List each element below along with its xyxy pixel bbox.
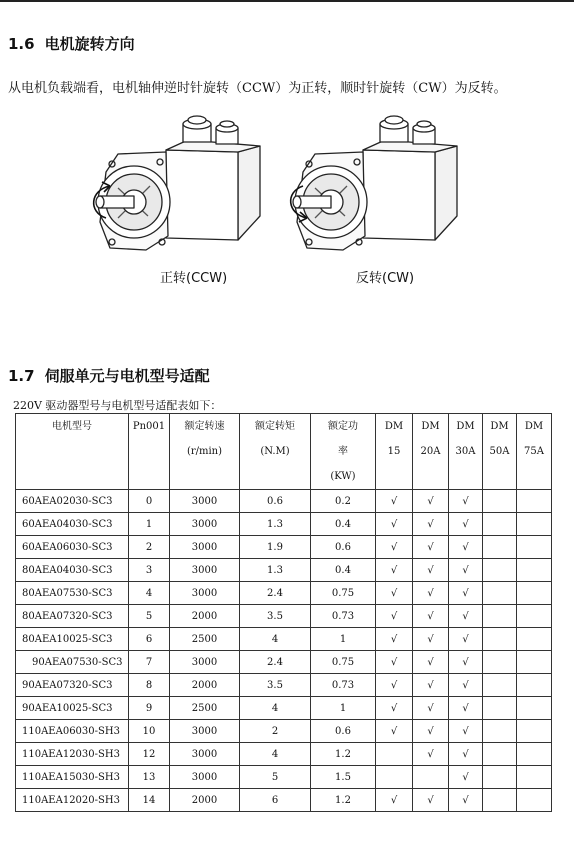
check-mark-icon: √ <box>462 518 469 530</box>
cell-dm20a <box>413 674 449 697</box>
check-mark-icon: √ <box>390 725 398 737</box>
cell-rated-torque: 5 <box>240 766 311 789</box>
cell-rated-power: 1.2 <box>311 743 376 766</box>
check-mark-icon: √ <box>390 495 398 507</box>
header-rated-speed <box>170 414 240 490</box>
cell-rated-power: 0.6 <box>311 536 376 559</box>
check-mark-icon: √ <box>390 702 398 714</box>
table-row <box>16 628 552 651</box>
cell-rated-power: 1 <box>311 628 376 651</box>
cell-rated-speed: 3000 <box>170 720 240 743</box>
cell-pn001: 3 <box>129 559 170 582</box>
check-mark-icon: √ <box>390 794 398 806</box>
cell-dm50a <box>483 789 517 812</box>
cell-rated-torque: 6 <box>240 789 311 812</box>
cell-model: 80AEA07320-SC3 <box>16 605 129 628</box>
cell-dm30a <box>449 720 483 743</box>
cell-dm75a <box>517 605 552 628</box>
cell-rated-speed: 3000 <box>170 559 240 582</box>
header-line: 率 <box>338 446 348 457</box>
header-line: (r/min) <box>186 446 223 457</box>
cell-model: 90AEA10025-SC3 <box>16 697 129 720</box>
cell-dm15 <box>376 605 413 628</box>
cell-rated-torque: 1.3 <box>240 559 311 582</box>
cell-rated-torque: 3.5 <box>240 605 311 628</box>
header-rated-power <box>311 414 376 490</box>
cell-dm50a <box>483 605 517 628</box>
cell-dm30a <box>449 513 483 536</box>
cell-rated-power: 1 <box>311 697 376 720</box>
cell-dm15 <box>376 789 413 812</box>
cell-dm50a <box>483 628 517 651</box>
cell-dm30a <box>449 628 483 651</box>
check-mark-icon: √ <box>462 748 469 760</box>
table-row <box>16 582 552 605</box>
cell-rated-power: 0.6 <box>311 720 376 743</box>
table-row <box>16 605 552 628</box>
cell-dm20a <box>413 628 449 651</box>
header-line: 75A <box>524 446 544 457</box>
section-title: 电机旋转方向 <box>44 35 135 53</box>
cell-dm75a <box>517 490 552 513</box>
cell-dm50a <box>483 674 517 697</box>
cell-dm15 <box>376 536 413 559</box>
cell-dm75a <box>517 536 552 559</box>
check-mark-icon: √ <box>462 679 469 691</box>
section-number: 1.6 <box>8 35 35 53</box>
cell-dm20a <box>413 559 449 582</box>
header-line: DM <box>421 421 440 432</box>
table-row <box>16 697 552 720</box>
check-mark-icon: √ <box>427 541 434 553</box>
cell-rated-speed: 3000 <box>170 513 240 536</box>
cell-rated-power: 1.5 <box>311 766 376 789</box>
cell-model: 110AEA12030-SH3 <box>16 743 129 766</box>
cell-dm15 <box>376 674 413 697</box>
cell-model: 110AEA12020-SH3 <box>16 789 129 812</box>
cell-dm15 <box>376 513 413 536</box>
check-mark-icon: √ <box>462 587 469 599</box>
cell-model: 80AEA10025-SC3 <box>16 628 129 651</box>
check-mark-icon: √ <box>390 518 398 530</box>
header-line: DM <box>384 421 404 432</box>
cell-rated-power: 0.75 <box>311 651 376 674</box>
cell-rated-power: 1.2 <box>311 789 376 812</box>
cell-rated-torque: 2.4 <box>240 582 311 605</box>
cell-rated-power: 0.4 <box>311 559 376 582</box>
cell-dm15 <box>376 651 413 674</box>
cell-dm50a <box>483 697 517 720</box>
cell-dm50a <box>483 743 517 766</box>
check-mark-icon: √ <box>462 495 469 507</box>
table-row <box>16 513 552 536</box>
check-mark-icon: √ <box>427 725 434 737</box>
cell-pn001: 6 <box>129 628 170 651</box>
cell-dm15 <box>376 559 413 582</box>
check-mark-icon: √ <box>427 794 434 806</box>
cell-rated-speed: 3000 <box>170 743 240 766</box>
cell-rated-torque: 1.3 <box>240 513 311 536</box>
cell-dm50a <box>483 536 517 559</box>
cell-dm30a <box>449 789 483 812</box>
cell-dm20a <box>413 582 449 605</box>
cell-pn001: 10 <box>129 720 170 743</box>
header-model <box>16 414 129 490</box>
header-dm30a <box>449 414 483 490</box>
cell-rated-power: 0.73 <box>311 605 376 628</box>
cell-dm30a <box>449 582 483 605</box>
cell-dm15 <box>376 697 413 720</box>
check-mark-icon: √ <box>427 495 434 507</box>
header-dm75a <box>517 414 552 490</box>
cell-dm75a <box>517 582 552 605</box>
cell-dm20a <box>413 605 449 628</box>
motor-ccw-illustration <box>88 112 263 262</box>
cell-model: 60AEA06030-SC3 <box>16 536 129 559</box>
cell-dm50a <box>483 582 517 605</box>
motor-cw-illustration <box>285 112 460 262</box>
header-dm50a <box>483 414 517 490</box>
cell-rated-torque: 3.5 <box>240 674 311 697</box>
table-row <box>16 536 552 559</box>
cell-dm15 <box>376 582 413 605</box>
table-row <box>16 789 552 812</box>
header-line: 额定转矩 <box>255 421 295 432</box>
check-mark-icon: √ <box>462 656 469 668</box>
cell-pn001: 0 <box>129 490 170 513</box>
cell-pn001: 14 <box>129 789 170 812</box>
cell-rated-torque: 4 <box>240 697 311 720</box>
cell-rated-speed: 2000 <box>170 674 240 697</box>
header-line: 50A <box>489 446 510 457</box>
cell-pn001: 8 <box>129 674 170 697</box>
header-line: 额定功 <box>328 421 358 432</box>
cell-dm50a <box>483 559 517 582</box>
cell-pn001: 4 <box>129 582 170 605</box>
table-row <box>16 720 552 743</box>
header-dm20a <box>413 414 449 490</box>
cell-rated-speed: 2000 <box>170 789 240 812</box>
cell-pn001: 12 <box>129 743 170 766</box>
header-line: 30A <box>455 446 476 457</box>
cell-dm75a <box>517 513 552 536</box>
top-rule <box>0 0 574 2</box>
header-line: 额定转速 <box>184 421 225 432</box>
cell-dm75a <box>517 766 552 789</box>
header-pn001 <box>129 414 170 490</box>
check-mark-icon: √ <box>390 587 398 599</box>
cell-model: 60AEA02030-SC3 <box>16 490 129 513</box>
header-line: Pn001 <box>132 421 166 432</box>
cell-pn001: 9 <box>129 697 170 720</box>
cell-dm50a <box>483 720 517 743</box>
cell-dm50a <box>483 490 517 513</box>
check-mark-icon: √ <box>427 633 434 645</box>
cell-rated-power: 0.73 <box>311 674 376 697</box>
cell-dm20a <box>413 720 449 743</box>
check-mark-icon: √ <box>390 656 398 668</box>
check-mark-icon: √ <box>462 541 469 553</box>
check-mark-icon: √ <box>427 748 434 760</box>
check-mark-icon: √ <box>427 610 434 622</box>
table-row <box>16 743 552 766</box>
cell-rated-power: 0.4 <box>311 513 376 536</box>
check-mark-icon: √ <box>462 633 469 645</box>
cell-dm30a <box>449 743 483 766</box>
table-caption: 220V 驱动器型号与电机型号适配表如下： <box>13 399 222 412</box>
cell-rated-speed: 2000 <box>170 605 240 628</box>
section-number: 1.7 <box>8 367 35 385</box>
check-mark-icon: √ <box>462 702 469 714</box>
header-line: 电机型号 <box>52 421 92 432</box>
cell-dm75a <box>517 559 552 582</box>
header-rated-torque <box>240 414 311 490</box>
check-mark-icon: √ <box>462 771 469 783</box>
check-mark-icon: √ <box>390 541 398 553</box>
check-mark-icon: √ <box>390 564 398 576</box>
cell-model: 110AEA06030-SH3 <box>16 720 129 743</box>
check-mark-icon: √ <box>462 725 469 737</box>
cell-dm30a <box>449 651 483 674</box>
cell-dm75a <box>517 720 552 743</box>
check-mark-icon: √ <box>462 610 469 622</box>
cell-pn001: 2 <box>129 536 170 559</box>
cell-pn001: 1 <box>129 513 170 536</box>
cell-rated-speed: 2500 <box>170 628 240 651</box>
cell-rated-torque: 2 <box>240 720 311 743</box>
check-mark-icon: √ <box>462 564 469 576</box>
cell-dm75a <box>517 789 552 812</box>
cell-model: 90AEA07320-SC3 <box>16 674 129 697</box>
cell-model: 110AEA15030-SH3 <box>16 766 129 789</box>
table-header-row <box>16 414 552 490</box>
cell-dm20a <box>413 536 449 559</box>
check-mark-icon: √ <box>427 656 434 668</box>
cell-rated-speed: 2500 <box>170 697 240 720</box>
cell-dm20a <box>413 490 449 513</box>
cell-rated-power: 0.2 <box>311 490 376 513</box>
check-mark-icon: √ <box>427 679 434 691</box>
section-heading-1-6 <box>8 33 135 54</box>
check-mark-icon: √ <box>427 564 434 576</box>
cell-dm75a <box>517 651 552 674</box>
cell-rated-torque: 4 <box>240 743 311 766</box>
cell-dm15 <box>376 743 413 766</box>
check-mark-icon: √ <box>462 794 469 806</box>
table-row <box>16 490 552 513</box>
cw-caption: 反转(CW) <box>356 271 415 286</box>
cell-pn001: 5 <box>129 605 170 628</box>
cell-dm50a <box>483 766 517 789</box>
cell-dm20a <box>413 789 449 812</box>
cell-rated-speed: 3000 <box>170 582 240 605</box>
table-row <box>16 674 552 697</box>
cell-model: 90AEA07530-SC3 <box>16 651 129 674</box>
header-dm15 <box>376 414 413 490</box>
table-row <box>16 559 552 582</box>
cell-dm30a <box>449 536 483 559</box>
cell-dm75a <box>517 674 552 697</box>
cell-dm15 <box>376 628 413 651</box>
cell-dm50a <box>483 513 517 536</box>
check-mark-icon: √ <box>427 587 434 599</box>
header-line: 20A <box>420 446 441 457</box>
header-line: (KW) <box>330 471 356 482</box>
compatibility-table <box>15 413 552 812</box>
cell-rated-torque: 1.9 <box>240 536 311 559</box>
check-mark-icon: √ <box>390 633 398 645</box>
table-row <box>16 651 552 674</box>
cell-dm30a <box>449 674 483 697</box>
section-heading-1-7 <box>8 365 210 386</box>
header-line: 15 <box>387 446 401 457</box>
check-mark-icon: √ <box>427 518 434 530</box>
cell-rated-power: 0.75 <box>311 582 376 605</box>
cell-rated-torque: 4 <box>240 628 311 651</box>
cell-pn001: 13 <box>129 766 170 789</box>
cell-dm15 <box>376 490 413 513</box>
cell-dm20a <box>413 651 449 674</box>
cell-model: 80AEA07530-SC3 <box>16 582 129 605</box>
ccw-caption: 正转(CCW) <box>160 271 228 286</box>
cell-dm20a <box>413 766 449 789</box>
cell-dm75a <box>517 697 552 720</box>
cell-dm30a <box>449 697 483 720</box>
header-line: (N.M) <box>260 446 290 457</box>
cell-rated-speed: 3000 <box>170 536 240 559</box>
cell-pn001: 7 <box>129 651 170 674</box>
table-row <box>16 766 552 789</box>
rotation-description: 从电机负载端看，电机轴伸逆时针旋转（CCW）为正转，顺时针旋转（CW）为反转。 <box>8 81 507 96</box>
section-title: 伺服单元与电机型号适配 <box>44 367 210 385</box>
cell-rated-torque: 2.4 <box>240 651 311 674</box>
check-mark-icon: √ <box>390 610 398 622</box>
cell-dm30a <box>449 559 483 582</box>
cell-dm20a <box>413 697 449 720</box>
check-mark-icon: √ <box>390 679 398 691</box>
header-line: DM <box>456 421 475 432</box>
check-mark-icon: √ <box>427 702 434 714</box>
cell-model: 60AEA04030-SC3 <box>16 513 129 536</box>
cell-dm50a <box>483 651 517 674</box>
header-line: DM <box>524 421 544 432</box>
table-body <box>16 490 552 812</box>
cell-dm75a <box>517 743 552 766</box>
cell-dm15 <box>376 720 413 743</box>
cell-rated-speed: 3000 <box>170 490 240 513</box>
cell-dm30a <box>449 490 483 513</box>
cell-rated-speed: 3000 <box>170 766 240 789</box>
cell-dm30a <box>449 605 483 628</box>
cell-dm30a <box>449 766 483 789</box>
cell-rated-torque: 0.6 <box>240 490 311 513</box>
cell-dm15 <box>376 766 413 789</box>
cell-rated-speed: 3000 <box>170 651 240 674</box>
header-line: DM <box>490 421 509 432</box>
cell-dm20a <box>413 513 449 536</box>
cell-dm75a <box>517 628 552 651</box>
cell-model: 80AEA04030-SC3 <box>16 559 129 582</box>
cell-dm20a <box>413 743 449 766</box>
